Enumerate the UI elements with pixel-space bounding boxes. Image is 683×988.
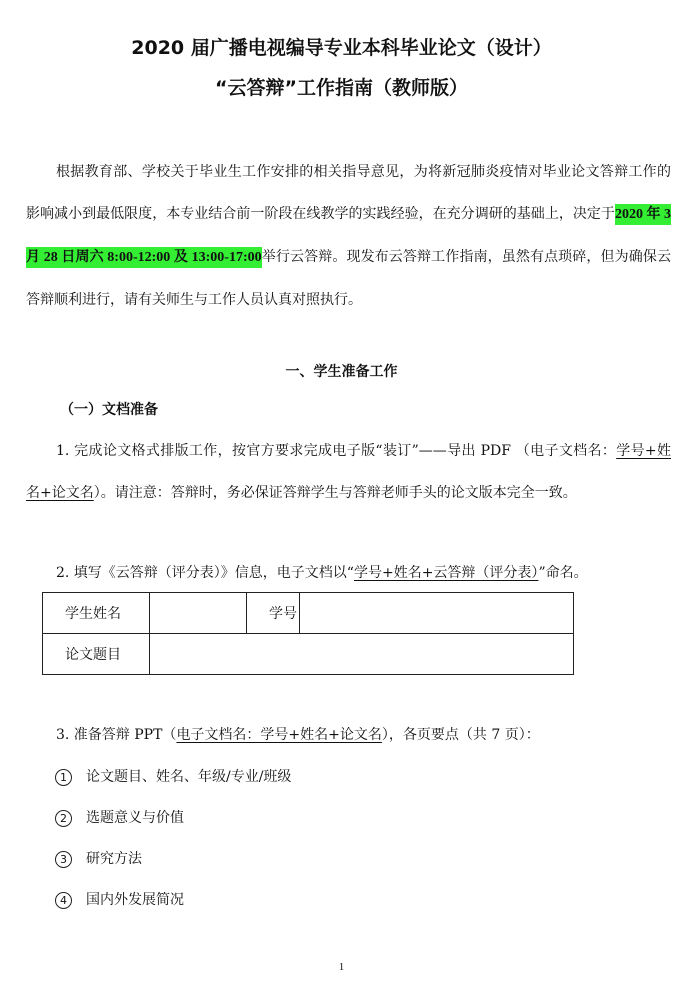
thesis-title-cell[interactable] [150, 634, 574, 675]
intro-text-after: 举行云答辩。现发布云答辩工作指南，虽然有点琐碎，但为确保云答辩顺利进行，请有关师生与工作人员认真对照执行。 [26, 249, 671, 308]
item-2-paragraph [26, 552, 671, 594]
item-3-after: ），各页要点（共 7 页）： [381, 727, 540, 743]
student-id-label: 学号 [247, 593, 300, 634]
item-1-underlined: 学号+姓名+论文名 [26, 443, 671, 501]
item-3-underlined: 电子文档名：学号+姓名+论文名 [176, 727, 382, 743]
list-item-text: 论文题目、姓名、年级/专业/班级 [86, 769, 292, 785]
list-item [55, 767, 291, 787]
item-1-after: ）。请注意：答辩时，务必保证答辩学生与答辩老师手头的论文版本完全一致。 [93, 485, 577, 501]
thesis-title-label: 论文题目 [43, 634, 150, 675]
circled-number-3: 3 [55, 851, 72, 868]
circled-number-1: 1 [55, 769, 72, 786]
student-id-cell[interactable] [300, 593, 574, 634]
student-info-table [42, 592, 574, 675]
circled-number-2: 2 [55, 810, 72, 827]
subsection-heading: （一）文档准备 [60, 402, 158, 418]
list-item [55, 808, 184, 828]
item-2-underlined: 学号+姓名+云答辩（评分表） [353, 565, 539, 581]
page-number: 1 [338, 961, 345, 973]
document-title-line1: 2020 届广播电视编导专业本科毕业论文（设计） [131, 37, 552, 59]
list-item-text: 选题意义与价值 [86, 810, 184, 826]
intro-text-before: 根据教育部、学校关于毕业生工作安排的相关指导意见，为将新冠肺炎疫情对毕业论文答辩工作的影响减小到最低限度，本专业结合前一阶段在线教学的实践经验，在充分调研的基础上，决定于 [26, 164, 671, 222]
item-1-before: 1. 完成论文格式排版工作，按官方要求完成电子版“装订”——导出 PDF （电子文档名： [56, 443, 617, 459]
circled-number-4: 4 [55, 892, 72, 909]
list-item-text: 研究方法 [86, 851, 142, 867]
student-name-label: 学生姓名 [43, 593, 150, 634]
item-1-paragraph [26, 430, 671, 514]
student-name-cell[interactable] [150, 593, 247, 634]
highlighted-date: 2020 年 3 月 28 日周六 8:00-12:00 及 13:00-17:00 [26, 204, 671, 268]
item-2-after: ”命名。 [538, 565, 588, 581]
list-item-text: 国内外发展简况 [86, 892, 184, 908]
item-3-paragraph [26, 714, 671, 756]
document-title-line2: “云答辩”工作指南（教师版） [215, 77, 468, 99]
table-row [43, 593, 574, 634]
intro-paragraph [26, 151, 671, 321]
list-item [55, 890, 184, 910]
section-heading: 一、学生准备工作 [285, 364, 398, 380]
item-2-before: 2. 填写《云答辩（评分表）》信息，电子文档以“ [56, 565, 354, 581]
item-3-before: 3. 准备答辩 PPT（ [56, 727, 177, 743]
table-row [43, 634, 574, 675]
list-item [55, 849, 142, 869]
